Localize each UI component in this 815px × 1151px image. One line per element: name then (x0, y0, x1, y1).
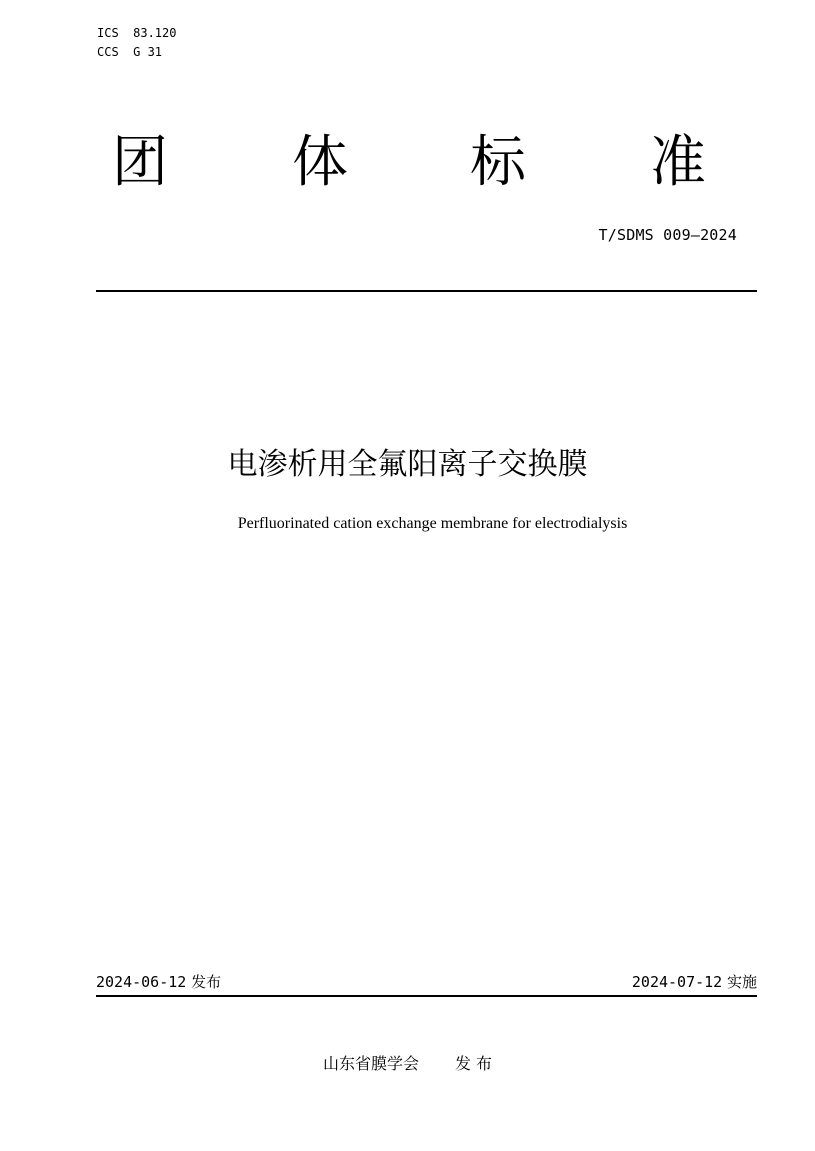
date-row (96, 971, 757, 995)
bottom-divider (96, 995, 757, 997)
effective-label: 实施 (726, 973, 757, 991)
effective-date-block (632, 971, 757, 993)
issue-date-block (96, 971, 221, 993)
standard-type-char-2: 体 (292, 130, 348, 195)
ics-code: ICS 83.120 (97, 26, 177, 40)
standard-type-char-3: 标 (470, 130, 526, 195)
issue-label: 发布 (191, 973, 222, 991)
issue-date: 2024-06-12 (96, 973, 187, 991)
standard-type-char-4: 准 (650, 130, 706, 195)
document-title-chinese: 电渗析用全氟阳离子交换膜 (227, 447, 588, 482)
classification-codes (97, 24, 176, 62)
effective-date: 2024-07-12 (631, 973, 723, 991)
document-title-english: Perfluorinated cation exchange membrane for electrodialysis (237, 515, 628, 532)
ccs-code: CCS G 31 (97, 45, 163, 59)
standard-number: T/SDMS 009—2024 (598, 226, 737, 244)
standard-type-char-1: 团 (112, 130, 168, 195)
publisher-line (0, 1053, 815, 1075)
top-divider (96, 290, 757, 292)
publisher-action: 发 布 (454, 1054, 493, 1073)
standard-type-heading (96, 128, 736, 198)
publisher-name: 山东省膜学会 (322, 1054, 419, 1073)
